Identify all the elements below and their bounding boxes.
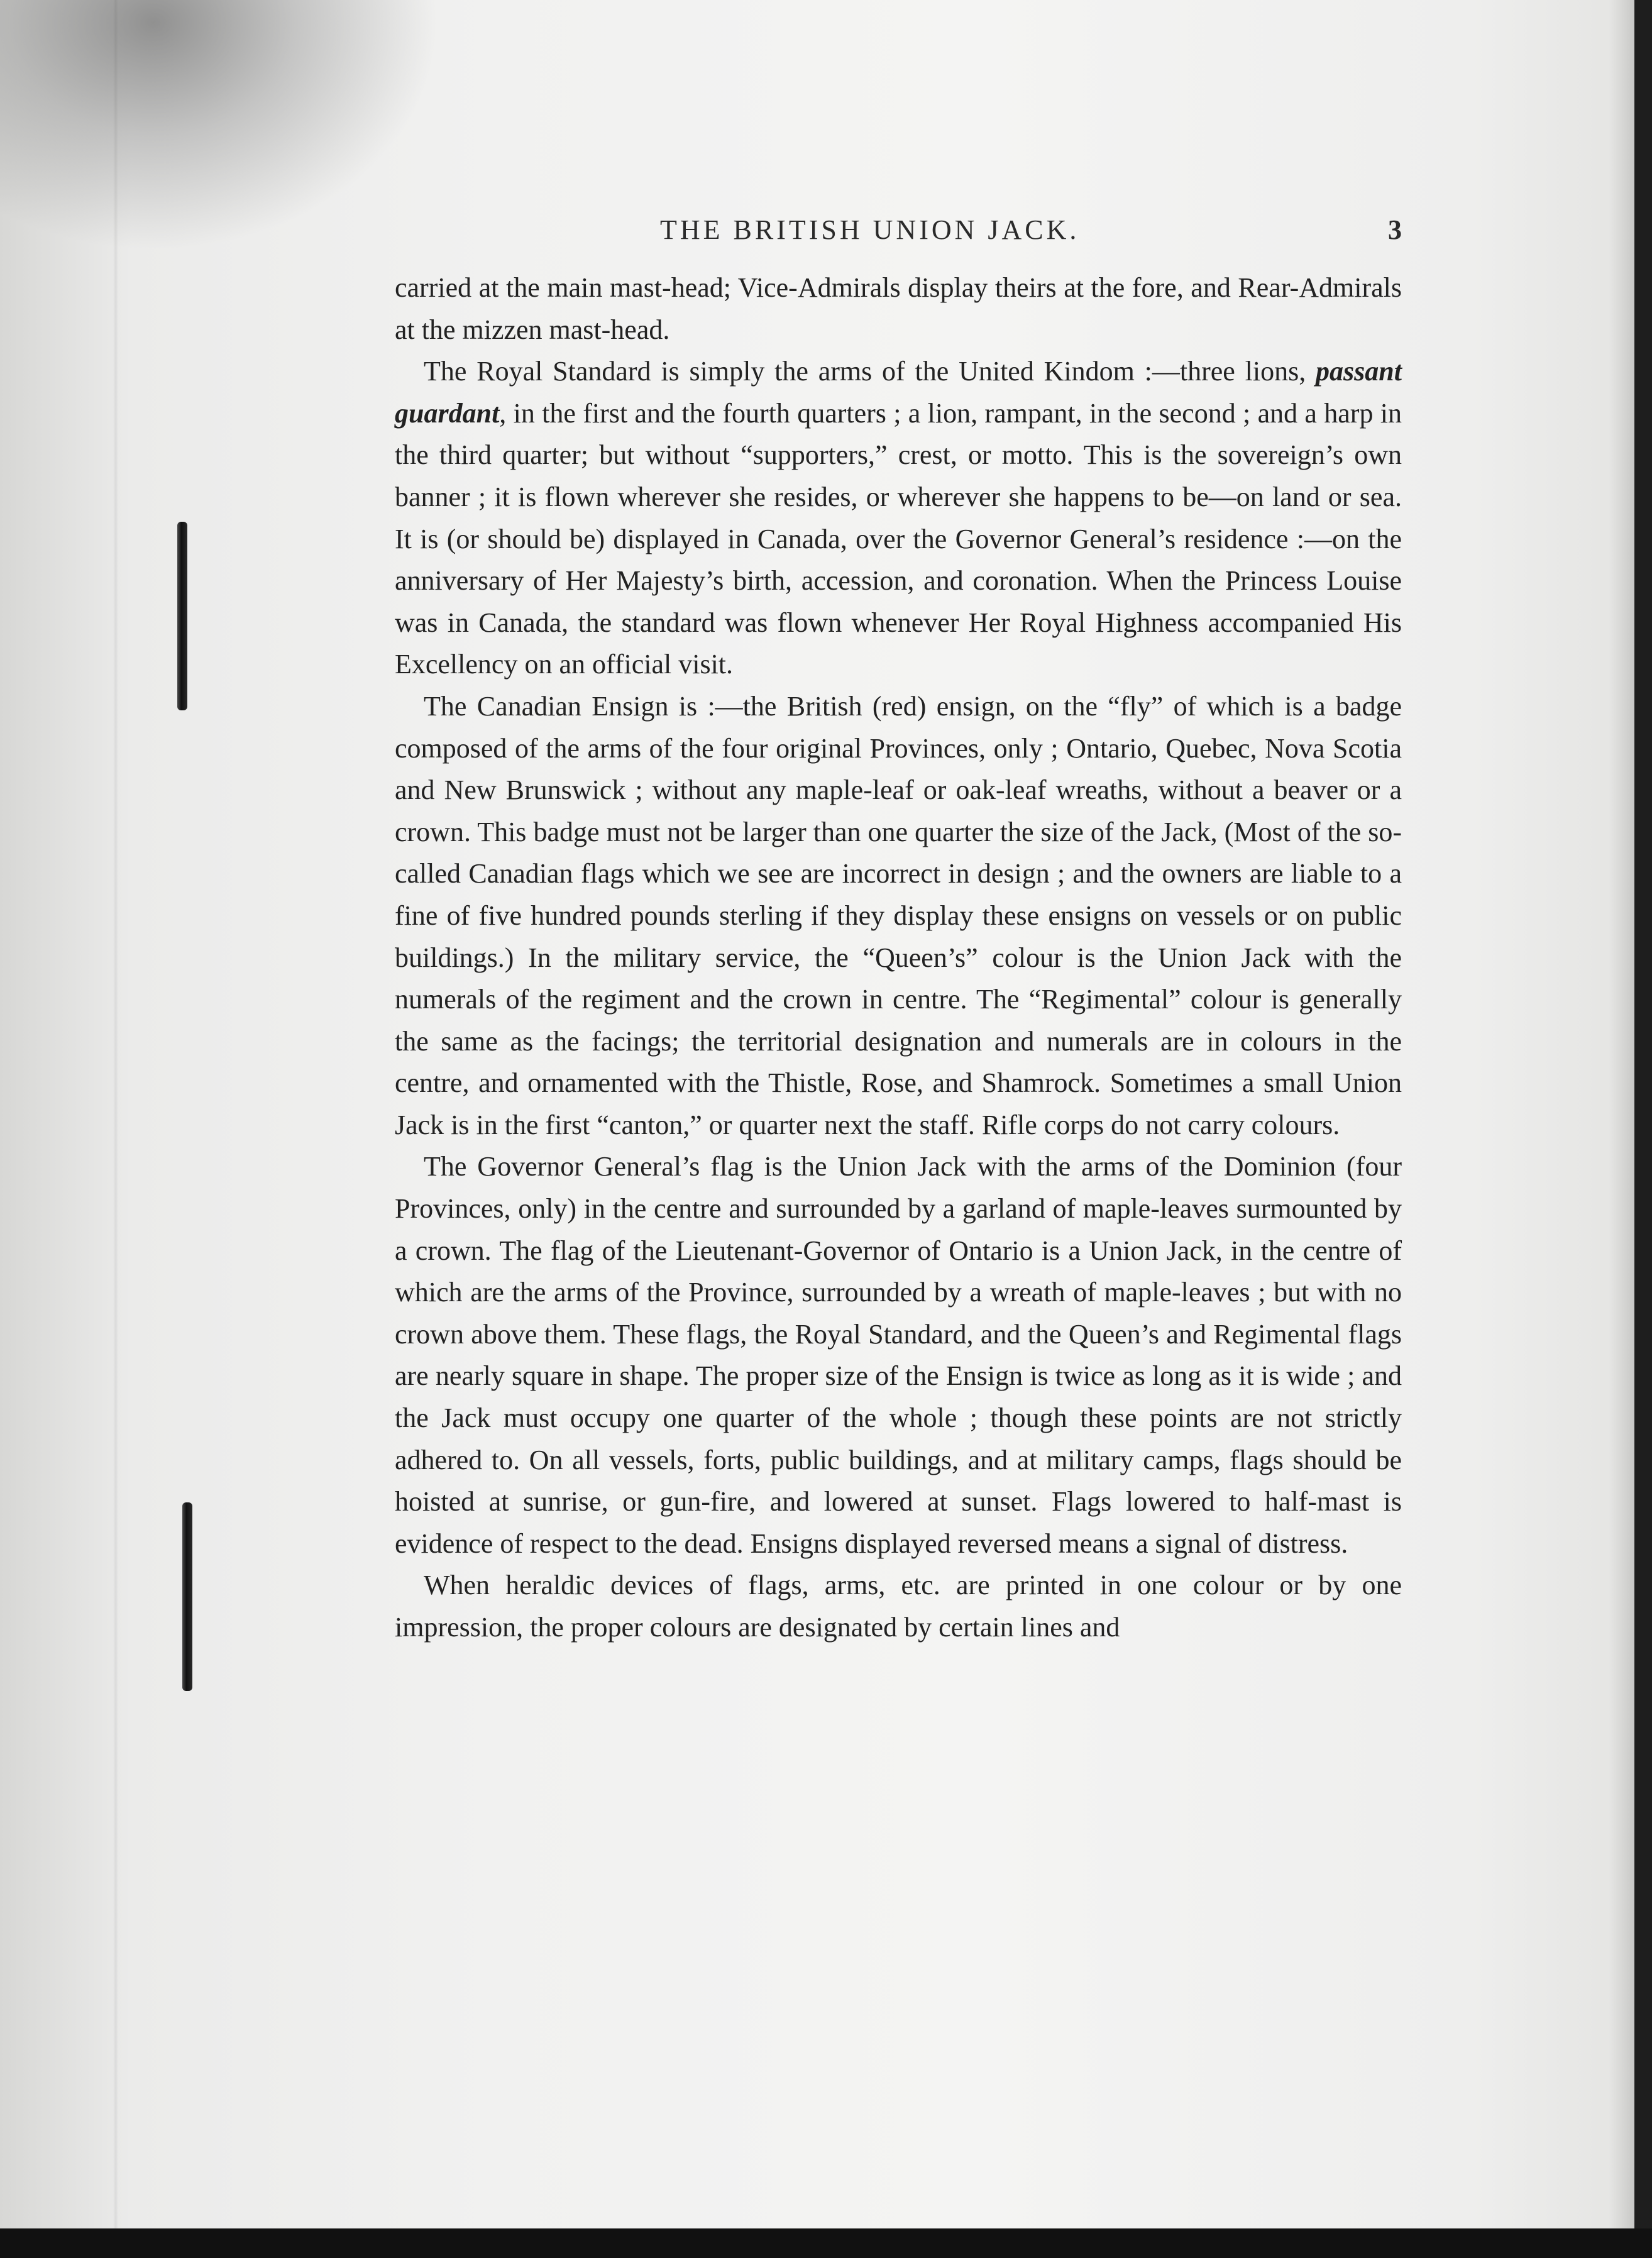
italic-phrase: passant guardant (395, 356, 1402, 429)
page-number: 3 (1388, 214, 1402, 245)
binding-staple-mark (182, 1502, 192, 1691)
text-run: carried at the main mast-head; Vice-Admirals display theirs at the fore, and Rear-Admirals at the mizzen mast-head. (395, 272, 1402, 345)
paragraph (395, 1565, 1402, 1648)
running-head-title: THE BRITISH UNION JACK. (660, 214, 1080, 245)
text-run: The Governor General’s flag is the Union Jack with the arms of the Dominion (four Provinces, only) in the centre and surrounded by a garland of maple-leaves surmounted by a crown. The flag of the Lieutenant-Governor of Ontario is a Union Jack, in the centre of which are the arms of the Province, surrounded by a wreath of maple-leaves ; but with no crown above them. These flags, the Royal Standard, and the Queen’s and Regimental flags are nearly square in shape. The proper size of the Ensign is twice as long as it is wide ; and the Jack must occupy one quarter of the whole ; though these points are not strictly adhered to. On all vessels, forts, public buildings, and at military camps, flags should be hoisted at sunrise, or gun-fire, and lowered at sunset. Flags lowered to half-mast is evidence of respect to the dead. Ensigns displayed reversed means a signal of distress. (395, 1151, 1402, 1559)
paragraph (395, 686, 1402, 1147)
paragraph (395, 1146, 1402, 1565)
corner-shadow (0, 0, 440, 251)
body-text (395, 267, 1402, 1649)
running-head (396, 214, 1402, 246)
binding-staple-mark (177, 522, 187, 710)
scan-border (0, 2228, 1652, 2258)
text-run: When heraldic devices of flags, arms, etc. are printed in one colour or by one impression, the proper colours are designated by certain lines and (395, 1570, 1402, 1643)
text-run: The Royal Standard is simply the arms of the United Kindom :—three lions, (424, 356, 1316, 387)
paragraph (395, 267, 1402, 351)
page-edge-shadow (1609, 0, 1634, 2228)
text-run: The Canadian Ensign is :—the British (red) ensign, on the “fly” of which is a badge composed of the arms of the four original Provinces, only ; Ontario, Quebec, Nova Scotia and New Brunswick ; without any maple-leaf or oak-leaf wreaths, without a beaver or a crown. This badge must not be larger than one quarter the size of the Jack, (Most of the so-called Canadian flags which we see are incorrect in design ; and the owners are liable to a fine of five hundred pounds sterling if they display these ensigns on vessels or on public buildings.) In the military service, the “Queen’s” colour is the Union Jack with the numerals of the regiment and the crown in centre. The “Regimental” colour is generally the same as the facings; the territorial designation and numerals are in colours in the centre, and ornamented with the Thistle, Rose, and Shamrock. Sometimes a small Union Jack is in the first “canton,” or quarter next the staff. Rifle corps do not carry colours. (395, 690, 1402, 1140)
text-run: , in the first and the fourth quarters ; a lion, rampant, in the second ; and a harp in the third quarter; but without “supporters,” crest, or motto. This is the sovereign’s own banner ; it is flown wherever she resides, or wherever she happens to be—on land or sea. It is (or should be) displayed in Canada, over the Governor General’s residence :—on the anniversary of Her Majesty’s birth, accession, and coronation. When the Princess Louise was in Canada, the standard was flown whenever Her Royal Highness accompanied His Excellency on an official visit. (395, 397, 1402, 680)
paragraph (395, 351, 1402, 686)
page-fold (113, 0, 118, 2228)
